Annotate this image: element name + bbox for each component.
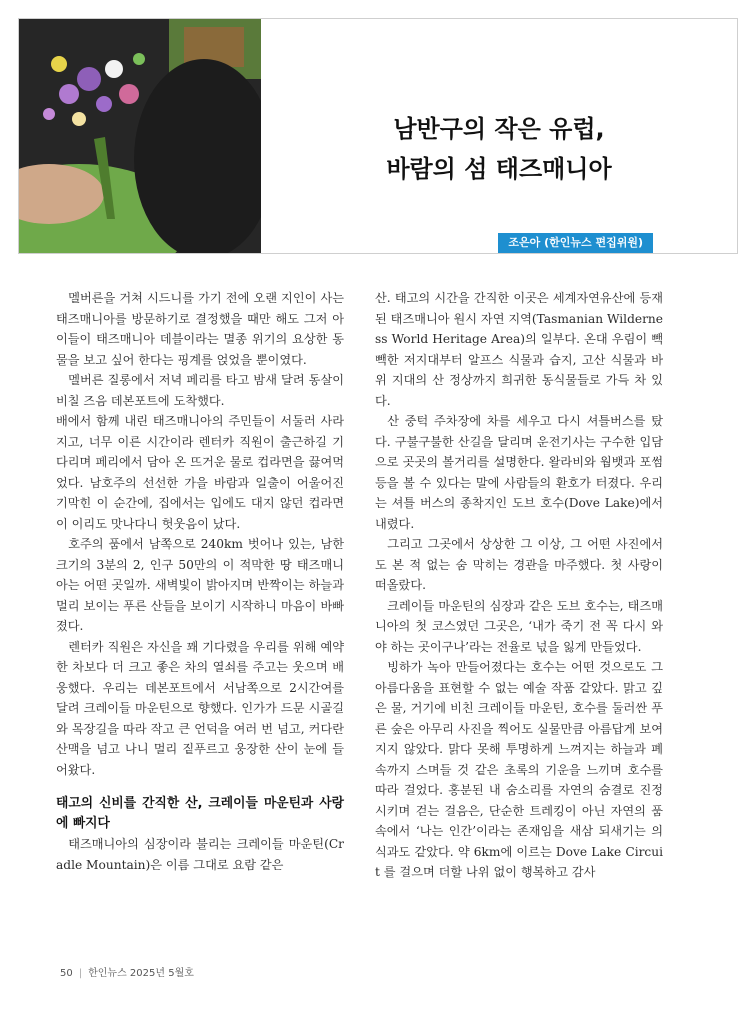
paragraph: 호주의 품에서 남쪽으로 240km 벗어나 있는, 남한 크기의 3분의 2, 인구 50만의 이 적막한 땅 태즈매니아는 어떤 곳일까. 새벽빛이 밝아지며 반짝이는 하늘과 멀리 보이는 푸른 산들을 보이기 시작하니 마음이 바빠졌다.	[56, 537, 344, 633]
paragraph: 멜버른을 거쳐 시드니를 가기 전에 오랜 지인이 사는 태즈매니아를 방문하기로 결정했을 때만 해도 그저 아이들이 태즈매니아 데블이라는 멸종 위기의 요상한 동물을 보고 싶어 한다는 핑계를 얹었을 뿐이였다.	[56, 291, 344, 367]
paragraph: 렌터카 직원은 자신을 꽤 기다렸을 우리를 위해 예약한 차보다 더 크고 좋은 차의 열쇠를 주고는 웃으며 배웅했다. 우리는 데본포트에서 서남쪽으로 2시간여를 달려 크레이들 마운틴으로 향했다. 인가가 드문 시골길와 목장길을 따라 작고 큰 언덕을 여러 번 넘고, 커다란 산맥을 넘고 나니 멀리 짙푸르고 웅장한 산이 눈에 들어왔다.	[56, 639, 344, 777]
paragraph: 빙하가 녹아 만들어졌다는 호수는 어떤 것으로도 그 아름다움을 표현할 수 없는 예술 작품 같았다. 맑고 깊은 물, 거기에 비친 크레이들 마운틴, 호수를 둘러싼 푸른 숲은 아무리 사진을 찍어도 실물만큼 아름답게 보여지지 않았다. 맑다 못해 투명하게 느껴지는 하늘과 폐 속까지 스며들 것 같은 초록의 기운을 느끼며 호수를 따라 걸었다. 홍분된 내 숨소리를 자연의 숨결로 진정시키며 걷는 걸음은, 단순한 트레킹이 아닌 자연의 품 속에서 ‘나는 인간’이라는 존재임을 새삼 되새기는 의식과도 같았다. 약 6km에 이르는 Dove Lake Circuit 를 걸으며 더할 나위 없이 행복하고 감사	[375, 660, 663, 879]
paragraph: 크레이들 마운틴의 심장과 같은 도브 호수는, 태즈매니아의 첫 코스였던 그곳은, ‘내가 죽기 전 꼭 다시 와야 하는 곳이구나’라는 전율로 넋을 잃게 만들었다.	[375, 598, 663, 654]
page-number: 50	[60, 968, 73, 979]
publication-name: 한인뉴스 2025년 5월호	[88, 968, 194, 979]
left-column	[56, 288, 344, 875]
article-title	[279, 109, 719, 189]
title-line-1: 남반구의 작은 유럽,	[393, 115, 605, 143]
title-line-2: 바람의 섬 태즈매니아	[386, 155, 612, 183]
paragraph: 태즈매니아의 심장이라 불리는 크레이들 마운틴(Cradle Mountain)은 이름 그대로 요람 같은	[56, 837, 344, 872]
right-column	[375, 288, 663, 883]
paragraph: 산. 태고의 시간을 간직한 이곳은 세계자연유산에 등재된 태즈매니아 원시 자연 지역(Tasmanian Wilderness World Heritage Area)의 일부다. 온대 우림이 빽빽한 저지대부터 알프스 식물과 습지, 고산 식물과 바위 지대의 산 정상까지 희귀한 동식물들로 가득 차 있다.	[375, 291, 663, 408]
paragraph: 배에서 함께 내린 태즈매니아의 주민들이 서둘러 사라지고, 너무 이른 시간이라 렌터카 직원이 출근하길 기다리며 페리에서 담아 온 뜨거운 물로 컵라면을 끓여먹었다. 남호주의 선선한 가을 바람과 일출이 어울어진 기막힌 이 순간에, 집에서는 입에도 대지 않던 컵라면이 이리도 맛나다니 헛웃음이 났다.	[56, 414, 344, 531]
footer-separator: |	[78, 968, 83, 979]
photo-illustration	[19, 19, 261, 253]
section-subheading: 태고의 신비를 간직한 산, 크레이들 마운틴과 사랑에 빠지다	[56, 796, 344, 831]
page-footer	[60, 964, 194, 979]
paragraph: 그리고 그곳에서 상상한 그 이상, 그 어떤 사진에서도 본 적 없는 숨 막히는 경관을 마주했다. 첫 사랑이 떠올랐다.	[375, 537, 663, 592]
article-header	[18, 18, 738, 254]
paragraph: 멜버른 질롱에서 저녁 페리를 타고 밤새 달려 동살이 비칠 즈음 데본포트에 도착했다.	[56, 373, 344, 408]
paragraph: 산 중턱 주차장에 차를 세우고 다시 셔틀버스를 탔다. 구불구불한 산길을 달리며 운전기사는 구수한 입담으로 곳곳의 볼거리를 설명한다. 왈라비와 웜뱃과 포썸 등을 볼 수 있다는 말에 사람들의 환호가 터졌다. 우리는 셔틀 버스의 종착지인 도브 호수(Dove Lake)에서 내렸다.	[375, 414, 663, 531]
author-byline: 조은아 (한인뉴스 편집위원)	[498, 233, 653, 253]
flower-bouquet-photo	[19, 19, 261, 253]
